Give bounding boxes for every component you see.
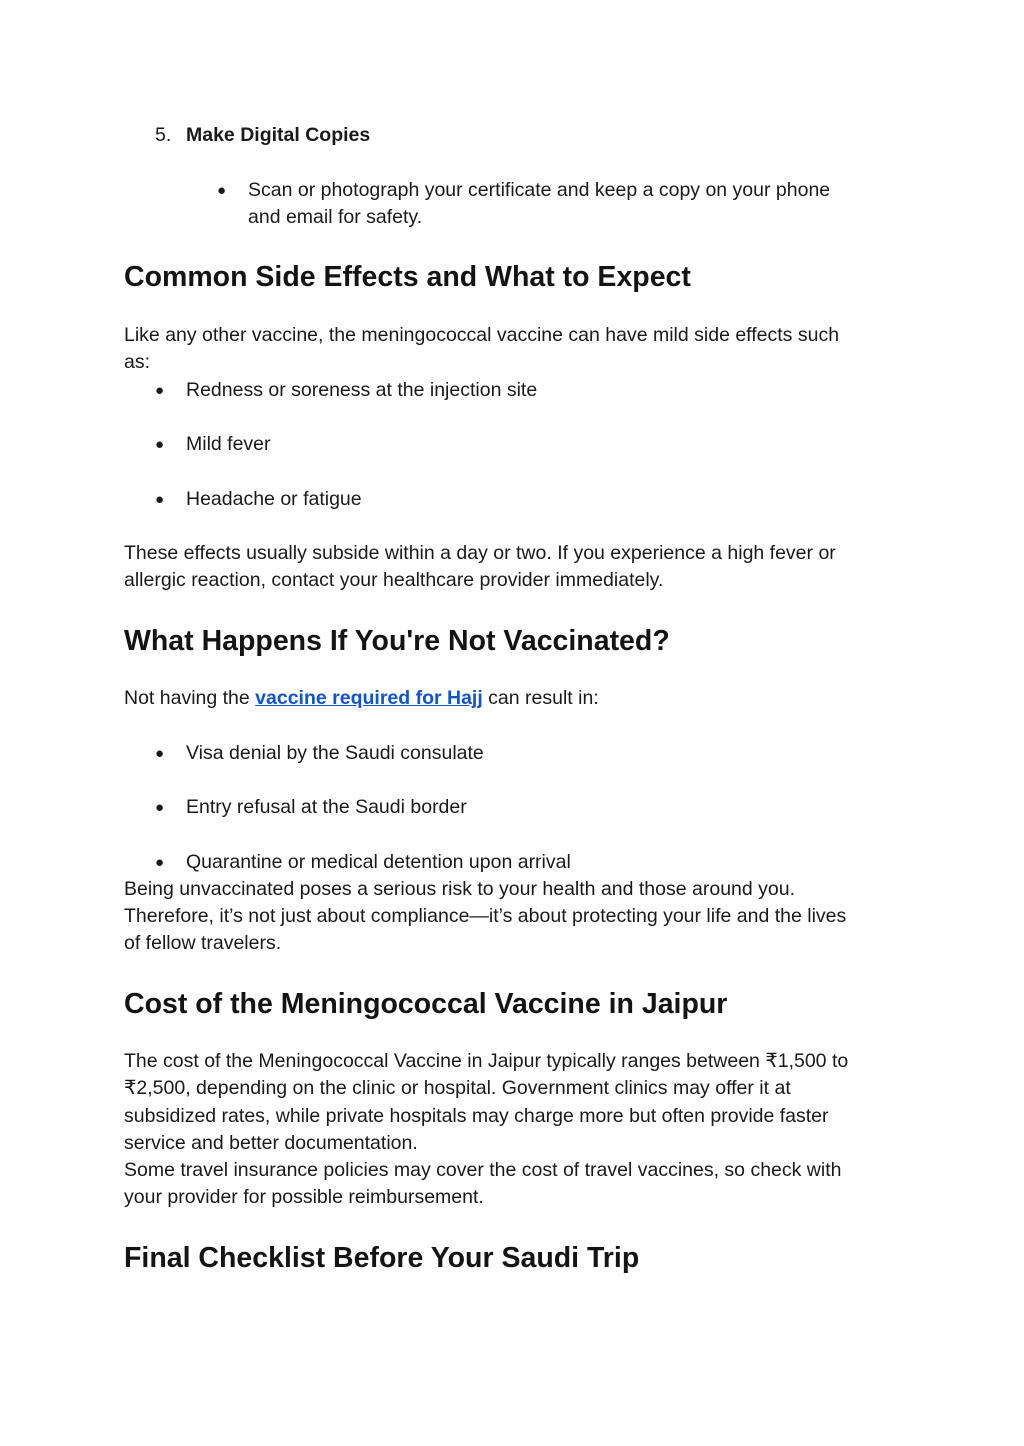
list-item: Headache or fatigue <box>186 488 362 510</box>
bullet-icon: ● <box>155 854 165 871</box>
section-heading: Final Checklist Before Your Saudi Trip <box>124 1242 640 1274</box>
bullet-icon: ● <box>155 382 165 399</box>
list-item: Redness or soreness at the injection site <box>186 379 538 401</box>
bullet-icon: ● <box>155 491 165 508</box>
paragraph-line <box>124 685 599 712</box>
step-title: Make Digital Copies <box>186 124 371 146</box>
paragraph-text: can result in: <box>482 687 599 709</box>
paragraph-text: Not having the <box>124 687 256 709</box>
list-number: 5. <box>155 124 172 146</box>
paragraph-line: of fellow travelers. <box>124 932 282 954</box>
paragraph-line: your provider for possible reimbursement. <box>124 1186 484 1208</box>
section-heading: Cost of the Meningococcal Vaccine in Jaipur <box>124 988 728 1020</box>
paragraph-line: These effects usually subside within a day or two. If you experience a high fever or <box>124 542 836 564</box>
paragraph-line: ₹2,500, depending on the clinic or hospital. Government clinics may offer it at <box>124 1077 791 1099</box>
paragraph-line: as: <box>124 351 151 373</box>
paragraph-line: Like any other vaccine, the meningococcal vaccine can have mild side effects such <box>124 324 840 346</box>
paragraph-line: allergic reaction, contact your healthcare provider immediately. <box>124 569 664 591</box>
paragraph-line: The cost of the Meningococcal Vaccine in Jaipur typically ranges between ₹1,500 to <box>124 1050 849 1072</box>
paragraph-line: Therefore, it’s not just about compliance—it’s about protecting your life and the lives <box>124 905 847 927</box>
bullet-icon: ● <box>217 182 227 199</box>
bullet-icon: ● <box>155 745 165 762</box>
list-item-line: and email for safety. <box>248 206 423 228</box>
paragraph-line: subsidized rates, while private hospitals may charge more but often provide faster <box>124 1105 829 1127</box>
paragraph-line: service and better documentation. <box>124 1132 418 1154</box>
list-item: Quarantine or medical detention upon arrival <box>186 851 571 873</box>
list-item: Entry refusal at the Saudi border <box>186 796 467 818</box>
paragraph-line: Some travel insurance policies may cover the cost of travel vaccines, so check with <box>124 1159 842 1181</box>
bullet-icon: ● <box>155 799 165 816</box>
paragraph-line: Being unvaccinated poses a serious risk to your health and those around you. <box>124 878 796 900</box>
hajj-vaccine-link[interactable]: vaccine required for Hajj <box>255 687 483 709</box>
list-item: Visa denial by the Saudi consulate <box>186 742 484 764</box>
list-item: Mild fever <box>186 433 271 455</box>
bullet-icon: ● <box>155 436 165 453</box>
section-heading: Common Side Effects and What to Expect <box>124 261 691 293</box>
list-item-line: Scan or photograph your certificate and keep a copy on your phone <box>248 179 831 201</box>
section-heading: What Happens If You're Not Vaccinated? <box>124 625 670 657</box>
